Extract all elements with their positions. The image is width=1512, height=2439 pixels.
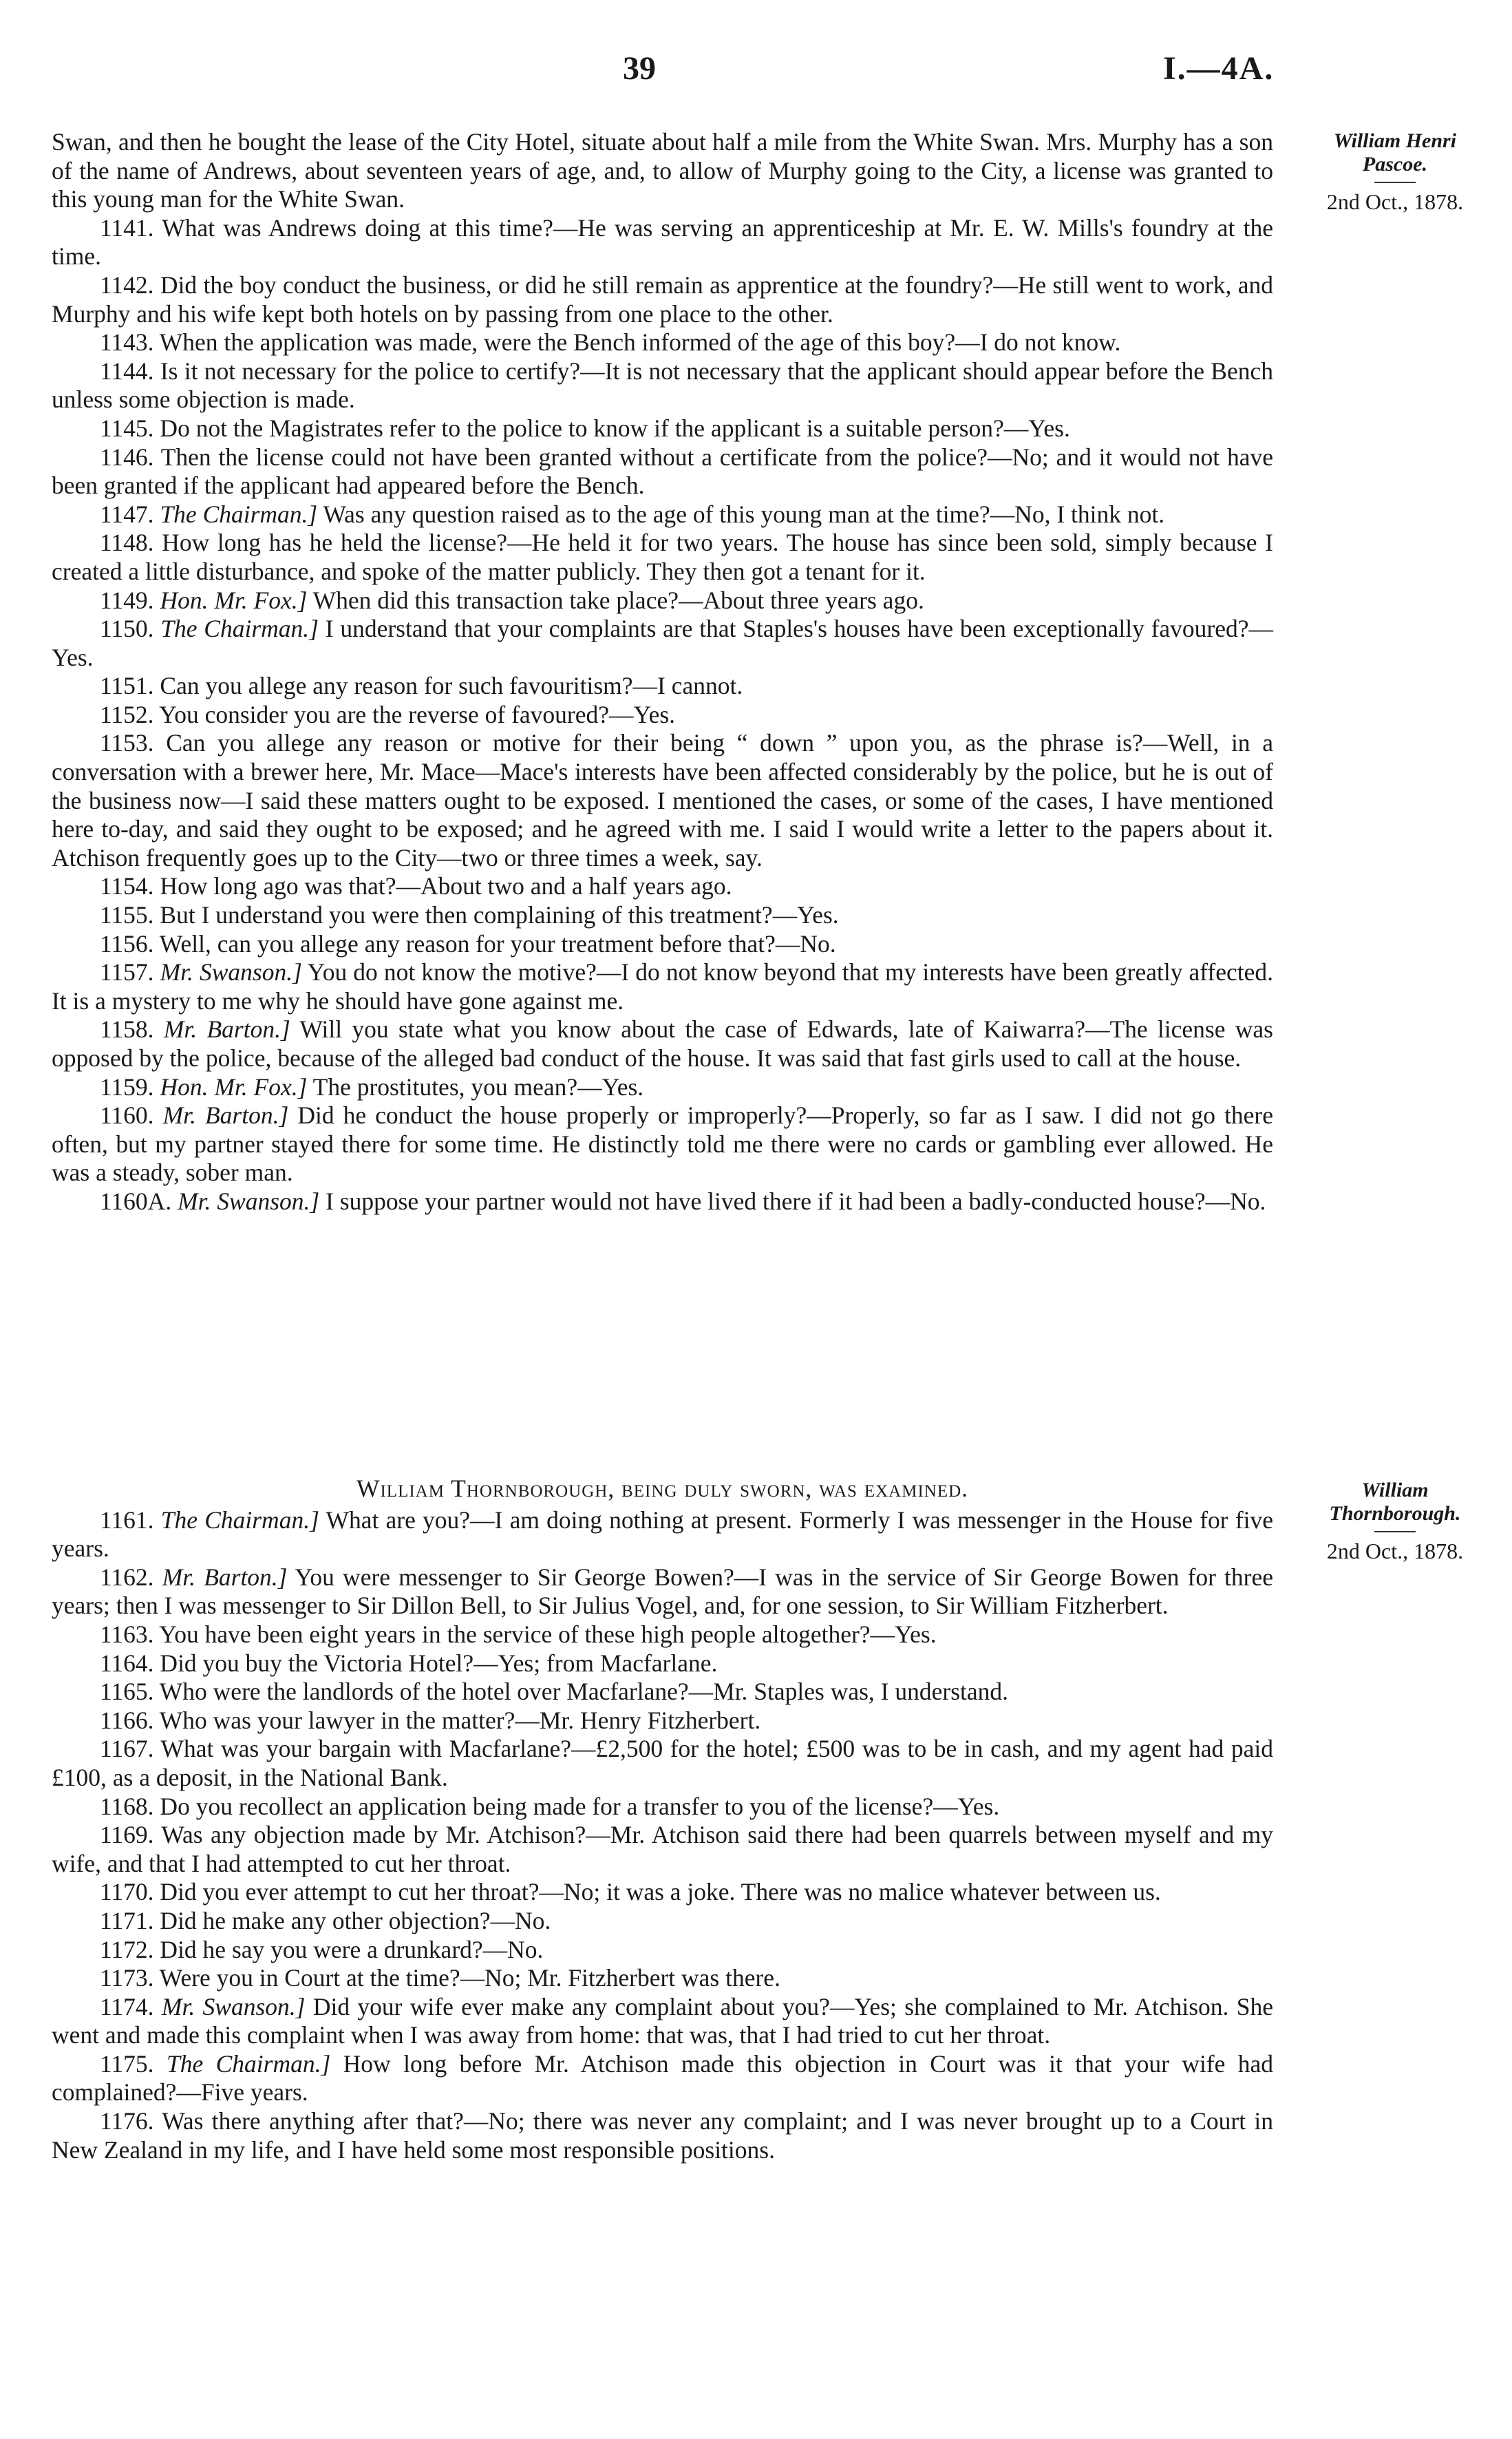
testimony-text: Will you state what you know about the case of Edwards, late of Kaiwarra?—The license was opposed by the police, because of the alleged bad conduct of the house. It was said that fast girls used to call at the house. bbox=[52, 1015, 1273, 1072]
testimony-paragraph bbox=[52, 901, 1273, 930]
question-number: 1160. bbox=[100, 1101, 154, 1130]
testimony-paragraph bbox=[52, 2050, 1273, 2107]
question-number: 1158. bbox=[100, 1015, 154, 1044]
document-reference: I.—4A. bbox=[1163, 50, 1275, 87]
testimony-text: 1154. How long ago was that?—About two and a half years ago. bbox=[100, 872, 732, 900]
testimony-text: 1170. Did you ever attempt to cut her throat?—No; it was a joke. There was no malice whatever between us. bbox=[100, 1878, 1161, 1906]
testimony-text: When did this transaction take place?—About three years ago. bbox=[312, 586, 924, 614]
testimony-paragraph bbox=[52, 414, 1273, 443]
speaker-name: Mr. Swanson.] bbox=[160, 958, 302, 986]
side-note-rule bbox=[1374, 1531, 1416, 1532]
testimony-paragraph bbox=[52, 729, 1273, 872]
question-number: 1175. bbox=[100, 2049, 154, 2078]
speaker-name: The Chairman.] bbox=[166, 2049, 331, 2078]
question-number: 1150. bbox=[100, 615, 154, 643]
page-number: 39 bbox=[623, 50, 656, 87]
examination-date: 2nd Oct., 1878. bbox=[1326, 1539, 1464, 1563]
witness-name-line2: Pascoe. bbox=[1362, 153, 1428, 176]
side-note-rule bbox=[1374, 182, 1416, 183]
question-number: 1147. bbox=[100, 500, 154, 528]
speaker-name: The Chairman.] bbox=[160, 1506, 319, 1534]
testimony-text: 1165. Who were the landlords of the hotel over Macfarlane?—Mr. Staples was, I understand. bbox=[100, 1678, 1009, 1706]
testimony-paragraph bbox=[52, 1101, 1273, 1187]
testimony-paragraph bbox=[52, 701, 1273, 730]
testimony-paragraph bbox=[52, 672, 1273, 701]
testimony-paragraph bbox=[52, 1707, 1273, 1735]
testimony-paragraph bbox=[52, 1073, 1273, 1102]
testimony-text: 1152. You consider you are the reverse of favoured?—Yes. bbox=[100, 700, 676, 728]
testimony-text: Was any question raised as to the age of this young man at the time?—No, I think not. bbox=[323, 500, 1165, 528]
testimony-text: 1176. Was there anything after that?—No; there was never any complaint; and I was never brought up to a Court in New Zealand in my life, and I have held some most responsible positions. bbox=[52, 2107, 1273, 2164]
question-number: 1149. bbox=[100, 586, 154, 614]
question-number: 1162. bbox=[100, 1563, 154, 1591]
testimony-text: 1148. How long has he held the license?—He held it for two years. The house has since been sold, simply because I created a little disturbance, and spoke of the matter publicly. They then got a tenant for it. bbox=[52, 529, 1273, 585]
testimony-text: 1145. Do not the Magistrates refer to the police to know if the applicant is a suitable person?—Yes. bbox=[100, 414, 1070, 442]
testimony-text: Swan, and then he bought the lease of the City Hotel, situate about half a mile from the White Swan. Mrs. Murphy has a son of the name of Andrews, about seventeen years of age, and, to allow of Murphy going to the City, a license was granted to this young man for the White Swan. bbox=[52, 128, 1273, 213]
witness-name-line1: William Henri bbox=[1333, 129, 1457, 152]
witness-side-note bbox=[1281, 1479, 1509, 1563]
testimony-text: 1153. Can you allege any reason or motive for their being “ down ” upon you, as the phrase is?—Well, in a conversation with a brewer here, Mr. Mace—Mace's interests have been affected considerably by the police, but he is out of the business now—I said these matters ought to be exposed. I mentioned the cases, or some of the cases, I have mentioned here to-day, and said they ought to be exposed; and he agreed with me. I said I would write a letter to the papers about it. Atchison frequently goes up to the City—two or three times a week, say. bbox=[52, 729, 1273, 872]
witness-name-line1: William bbox=[1361, 1479, 1429, 1501]
testimony-paragraph bbox=[52, 930, 1273, 959]
testimony-paragraph bbox=[52, 2107, 1273, 2164]
testimony-paragraph bbox=[52, 271, 1273, 328]
testimony-text: 1151. Can you allege any reason for such favouritism?—I cannot. bbox=[100, 672, 743, 700]
testimony-text: 1173. Were you in Court at the time?—No; Mr. Fitzherbert was there. bbox=[100, 1964, 780, 1992]
testimony-paragraph bbox=[52, 328, 1273, 357]
testimony-paragraph bbox=[52, 1620, 1273, 1649]
testimony-text: 1141. What was Andrews doing at this time?—He was serving an apprenticeship at Mr. E. W. Mills's foundry at the time. bbox=[52, 213, 1273, 271]
question-number: 1157. bbox=[100, 958, 154, 986]
testimony-text: 1169. Was any objection made by Mr. Atchison?—Mr. Atchison said there had been quarrels between myself and my wife, and that I had attempted to cut her throat. bbox=[52, 1821, 1273, 1877]
testimony-text: I understand that your complaints are that Staples's houses have been exceptionally favoured?—Yes. bbox=[52, 615, 1274, 671]
question-number: 1160A. bbox=[100, 1187, 172, 1215]
testimony-text: 1146. Then the license could not have been granted without a certificate from the police?—No; and it would not have been granted if the applicant had appeared before the Bench. bbox=[52, 443, 1273, 500]
testimony-paragraph bbox=[52, 529, 1273, 586]
testimony-paragraph bbox=[52, 872, 1273, 901]
testimony-paragraph bbox=[52, 1563, 1273, 1620]
testimony-text: I suppose your partner would not have lived there if it had been a badly-conducted house?—No. bbox=[326, 1187, 1266, 1215]
testimony-text: How long before Mr. Atchison made this objection in Court was it that your wife had complained?—Five years. bbox=[52, 2049, 1274, 2107]
speaker-name: Mr. Barton.] bbox=[162, 1101, 289, 1130]
testimony-text: Did he conduct the house properly or improperly?—Properly, so far as I saw. I did not go there often, but my partner stayed there for some time. He distinctly told me there were no cards or gambling ever allowed. He was a steady, sober man. bbox=[52, 1101, 1274, 1187]
testimony-paragraph bbox=[52, 128, 1273, 214]
examination-date: 2nd Oct., 1878. bbox=[1326, 189, 1464, 214]
testimony-text: 1142. Did the boy conduct the business, or did he still remain as apprentice at the foundry?—He still went to work, and Murphy and his wife kept both hotels on by passing from one place to the other. bbox=[52, 271, 1273, 328]
testimony-paragraph bbox=[52, 1793, 1273, 1822]
testimony-paragraph bbox=[52, 1015, 1273, 1073]
testimony-text: The prostitutes, you mean?—Yes. bbox=[312, 1073, 644, 1101]
testimony-paragraph bbox=[52, 587, 1273, 615]
testimony-paragraph bbox=[52, 1907, 1273, 1936]
testimony-paragraph bbox=[52, 357, 1273, 414]
testimony-paragraph bbox=[52, 1187, 1273, 1216]
testimony-section-thornborough bbox=[52, 1475, 1273, 2164]
testimony-paragraph bbox=[52, 1678, 1273, 1707]
testimony-paragraph bbox=[52, 1821, 1273, 1878]
testimony-paragraph bbox=[52, 1649, 1273, 1678]
testimony-text: Did your wife ever make any complaint about you?—Yes; she complained to Mr. Atchison. She went and made this complaint when I was away from home: that was, that I had tried to cut her throat. bbox=[52, 1992, 1274, 2049]
speaker-name: Mr. Barton.] bbox=[162, 1563, 288, 1591]
witness-side-note bbox=[1281, 129, 1509, 213]
testimony-paragraph bbox=[52, 443, 1273, 500]
testimony-text: You were messenger to Sir George Bowen?—I was in the service of Sir George Bowen for three years; then I was messenger to Sir Dillon Bell, to Sir Julius Vogel, and, for one session, to Sir William Fitzherbert. bbox=[52, 1563, 1273, 1620]
testimony-text: 1168. Do you recollect an application being made for a transfer to you of the license?—Yes. bbox=[100, 1792, 1000, 1820]
witness-name-line2: Thornborough. bbox=[1329, 1502, 1461, 1525]
testimony-paragraph bbox=[52, 214, 1273, 271]
testimony-section-pascoe bbox=[52, 128, 1273, 1216]
testimony-paragraph bbox=[52, 615, 1273, 672]
testimony-paragraph bbox=[52, 1506, 1273, 1563]
testimony-paragraph bbox=[52, 1735, 1273, 1792]
testimony-text: 1164. Did you buy the Victoria Hotel?—Yes; from Macfarlane. bbox=[100, 1649, 718, 1677]
speaker-name: The Chairman.] bbox=[160, 615, 319, 643]
testimony-text: What are you?—I am doing nothing at present. Formerly I was messenger in the House for five years. bbox=[52, 1506, 1274, 1563]
question-number: 1159. bbox=[100, 1073, 154, 1101]
testimony-text: 1156. Well, can you allege any reason for your treatment before that?—No. bbox=[100, 929, 836, 958]
testimony-text: 1143. When the application was made, were the Bench informed of the age of this boy?—I do not know. bbox=[100, 328, 1121, 357]
testimony-paragraph bbox=[52, 958, 1273, 1015]
page-header bbox=[0, 50, 1512, 98]
testimony-paragraph bbox=[52, 1878, 1273, 1907]
witness-sworn-heading: William Thornborough, being duly sworn, was examined. bbox=[356, 1475, 969, 1502]
testimony-paragraph bbox=[52, 1993, 1273, 2050]
testimony-text: 1167. What was your bargain with Macfarlane?—£2,500 for the hotel; £500 was to be in cash, and my agent had paid £100, as a deposit, in the National Bank. bbox=[52, 1735, 1273, 1791]
testimony-text: 1144. Is it not necessary for the police to certify?—It is not necessary that the applicant should appear before the Bench unless some objection is made. bbox=[52, 357, 1273, 414]
testimony-paragraph bbox=[52, 1936, 1273, 1965]
speaker-name: Hon. Mr. Fox.] bbox=[160, 1073, 308, 1101]
testimony-text: 1163. You have been eight years in the service of these high people altogether?—Yes. bbox=[100, 1620, 937, 1648]
testimony-text: 1166. Who was your lawyer in the matter?—Mr. Henry Fitzherbert. bbox=[100, 1706, 761, 1734]
testimony-paragraph bbox=[52, 500, 1273, 529]
speaker-name: Mr. Swanson.] bbox=[161, 1992, 306, 2020]
testimony-text: You do not know the motive?—I do not know beyond that my interests have been greatly affected. It is a mystery to me why he should have gone against me. bbox=[52, 958, 1274, 1015]
testimony-text: 1171. Did he make any other objection?—No. bbox=[100, 1906, 551, 1934]
question-number: 1174. bbox=[100, 1992, 154, 2020]
question-number: 1161. bbox=[100, 1506, 154, 1534]
speaker-name: Mr. Swanson.] bbox=[178, 1187, 320, 1215]
speaker-name: The Chairman.] bbox=[160, 500, 318, 528]
testimony-paragraph bbox=[52, 1964, 1273, 1993]
testimony-text: 1172. Did he say you were a drunkard?—No. bbox=[100, 1935, 544, 1963]
speaker-name: Hon. Mr. Fox.] bbox=[160, 586, 308, 614]
testimony-text: 1155. But I understand you were then complaining of this treatment?—Yes. bbox=[100, 901, 839, 929]
speaker-name: Mr. Barton.] bbox=[163, 1015, 290, 1044]
